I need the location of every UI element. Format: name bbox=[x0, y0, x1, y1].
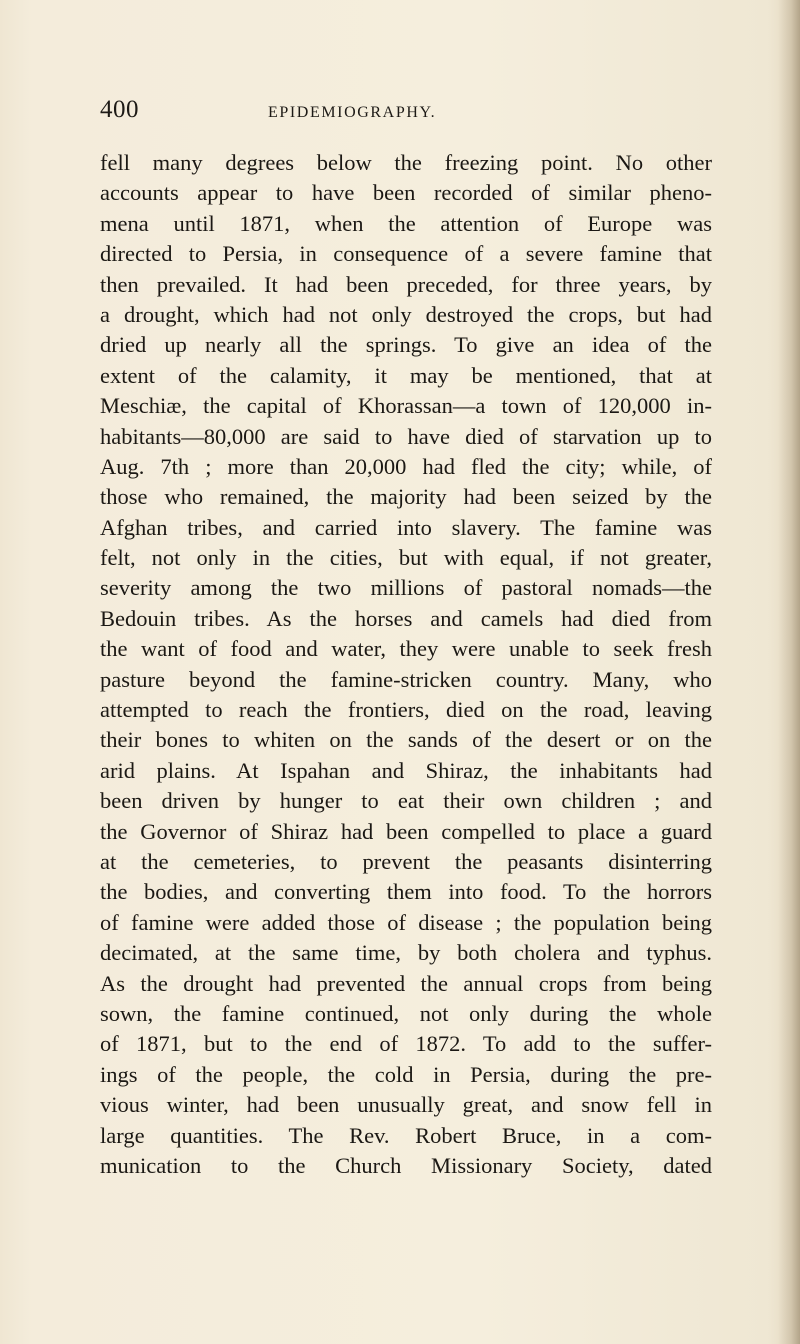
text-line: the bodies, and converting them into food. To the horrors bbox=[100, 879, 712, 905]
text-line: mena until 1871, when the attention of Europe was bbox=[100, 210, 712, 236]
text-line: decimated, at the same time, by both cholera and typhus. bbox=[100, 940, 712, 966]
text-line: habitants—80,000 are said to have died of starvation up to bbox=[100, 423, 712, 449]
text-line: vious winter, had been unusually great, and snow fell in bbox=[100, 1092, 712, 1118]
text-line: the Governor of Shiraz had been compelled to place a guard bbox=[100, 818, 712, 844]
text-line: fell many degrees below the freezing point. No other bbox=[100, 150, 712, 175]
text-line: Bedouin tribes. As the horses and camels had died from bbox=[100, 605, 712, 631]
text-line: extent of the calamity, it may be mentioned, that at bbox=[100, 362, 712, 388]
text-line: dried up nearly all the springs. To give an idea of the bbox=[100, 332, 712, 358]
text-line: at the cemeteries, to prevent the peasants disinterring bbox=[100, 848, 712, 874]
page-header bbox=[100, 96, 710, 132]
text-line: the want of food and water, they were unable to seek fresh bbox=[100, 636, 712, 662]
text-line: their bones to whiten on the sands of the desert or on the bbox=[100, 727, 712, 753]
text-line: arid plains. At Ispahan and Shiraz, the inhabitants had bbox=[100, 757, 712, 783]
text-line: large quantities. The Rev. Robert Bruce, in a com- bbox=[100, 1122, 712, 1148]
text-line: then prevailed. It had been preceded, for three years, by bbox=[100, 271, 712, 297]
page-number: 400 bbox=[100, 96, 139, 123]
text-line: Aug. 7th ; more than 20,000 had fled the city; while, of bbox=[100, 453, 712, 479]
text-line: ings of the people, the cold in Persia, during the pre- bbox=[100, 1061, 712, 1087]
text-line: As the drought had prevented the annual crops from being bbox=[100, 970, 712, 996]
text-line: pasture beyond the famine-stricken country. Many, who bbox=[100, 666, 712, 692]
text-line: those who remained, the majority had been seized by the bbox=[100, 484, 712, 510]
text-line: directed to Persia, in consequence of a severe famine that bbox=[100, 241, 712, 267]
text-line: severity among the two millions of pastoral nomads—the bbox=[100, 575, 712, 601]
text-line: attempted to reach the frontiers, died on the road, leaving bbox=[100, 697, 712, 723]
page-edge-shadow bbox=[778, 0, 800, 1344]
body-text bbox=[100, 148, 712, 1181]
text-line: felt, not only in the cities, but with equal, if not greater, bbox=[100, 545, 712, 571]
text-line: been driven by hunger to eat their own children ; and bbox=[100, 788, 712, 814]
text-line: sown, the famine continued, not only during the whole bbox=[100, 1000, 712, 1026]
text-line: munication to the Church Missionary Society, dated bbox=[100, 1152, 712, 1178]
running-head: EPIDEMIOGRAPHY. bbox=[268, 104, 437, 121]
text-line: of 1871, but to the end of 1872. To add to the suffer- bbox=[100, 1031, 712, 1057]
text-line: accounts appear to have been recorded of similar pheno- bbox=[100, 180, 712, 206]
text-line: a drought, which had not only destroyed the crops, but had bbox=[100, 301, 712, 327]
text-line: of famine were added those of disease ; the population being bbox=[100, 909, 712, 935]
text-line: Meschiæ, the capital of Khorassan—a town of 120,000 in- bbox=[100, 393, 712, 419]
text-line: Afghan tribes, and carried into slavery. The famine was bbox=[100, 514, 712, 540]
